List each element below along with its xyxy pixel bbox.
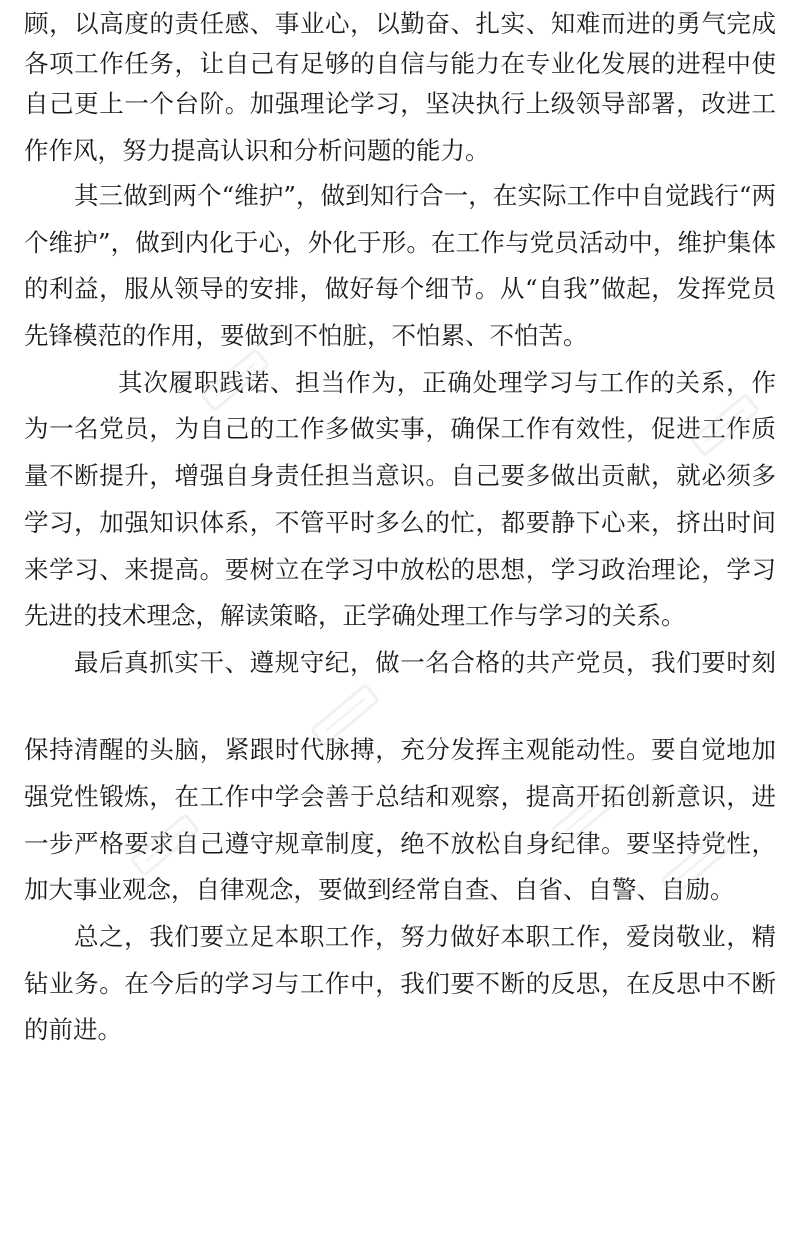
text-line: 量不断提升，增强自身责任担当意识。自己要多做出贡献，就必须多 <box>24 461 776 490</box>
watermark-stamp-icon <box>632 802 759 929</box>
text-line: 的前进。 <box>24 1015 122 1044</box>
text-line: 作作风，努力提高认识和分析问题的能力。 <box>24 136 490 165</box>
text-line: 先锋模范的作用，要做到不怕脏，不怕累、不怕苦。 <box>24 321 588 350</box>
text-line: 保持清醒的头脑，紧跟时代脉搏，充分发挥主观能动性。要自觉地加 <box>24 735 776 764</box>
watermark-stamp-icon <box>522 752 649 879</box>
text-line: 其三做到两个“维护”，做到知行合一，在实际工作中自觉践行“两 <box>74 181 776 210</box>
text-line: 一步严格要求自己遵守规章制度，绝不放松自身纪律。要坚持党性， <box>24 829 776 858</box>
text-line: 自己更上一个台阶。加强理论学习，坚决执行上级领导部署，改进工 <box>24 89 776 118</box>
text-line: 钻业务。在今后的学习与工作中，我们要不断的反思，在反思中不断 <box>24 969 776 998</box>
text-line: 其次履职践诺、担当作为，正确处理学习与工作的关系，作 <box>118 368 776 397</box>
text-line: 先进的技术理念，解读策略，正学确处理工作与学习的关系。 <box>24 601 686 630</box>
text-line: 总之，我们要立足本职工作，努力做好本职工作，爱岗敬业，精 <box>74 922 776 951</box>
text-line: 为一名党员，为自己的工作多做实事，确保工作有效性，促进工作质 <box>24 414 776 443</box>
text-line: 强党性锻炼，在工作中学会善于总结和观察，提高开拓创新意识，进 <box>24 782 776 811</box>
text-line: 的利益，服从领导的安排，做好每个细节。从“自我”做起，发挥党员 <box>24 274 776 303</box>
text-line: 个维护”，做到内化于心，外化于形。在工作与党员活动中，维护集体 <box>24 228 776 257</box>
text-line: 最后真抓实干、遵规守纪，做一名合格的共产党员，我们要时刻 <box>74 648 776 677</box>
text-line: 顾，以高度的责任感、事业心，以勤奋、扎实、知难而进的勇气完成 <box>24 9 776 38</box>
text-line: 各项工作任务，让自己有足够的自信与能力在专业化发展的进程中使 <box>24 49 776 78</box>
text-line: 来学习、来提高。要树立在学习中放松的思想，学习政治理论，学习 <box>24 555 776 584</box>
text-line: 学习，加强知识体系，不管平时多么的忙，都要静下心来，挤出时间 <box>24 508 776 537</box>
text-line: 加大事业观念，自律观念，要做到经常自查、自省、自警、自励。 <box>24 875 735 904</box>
